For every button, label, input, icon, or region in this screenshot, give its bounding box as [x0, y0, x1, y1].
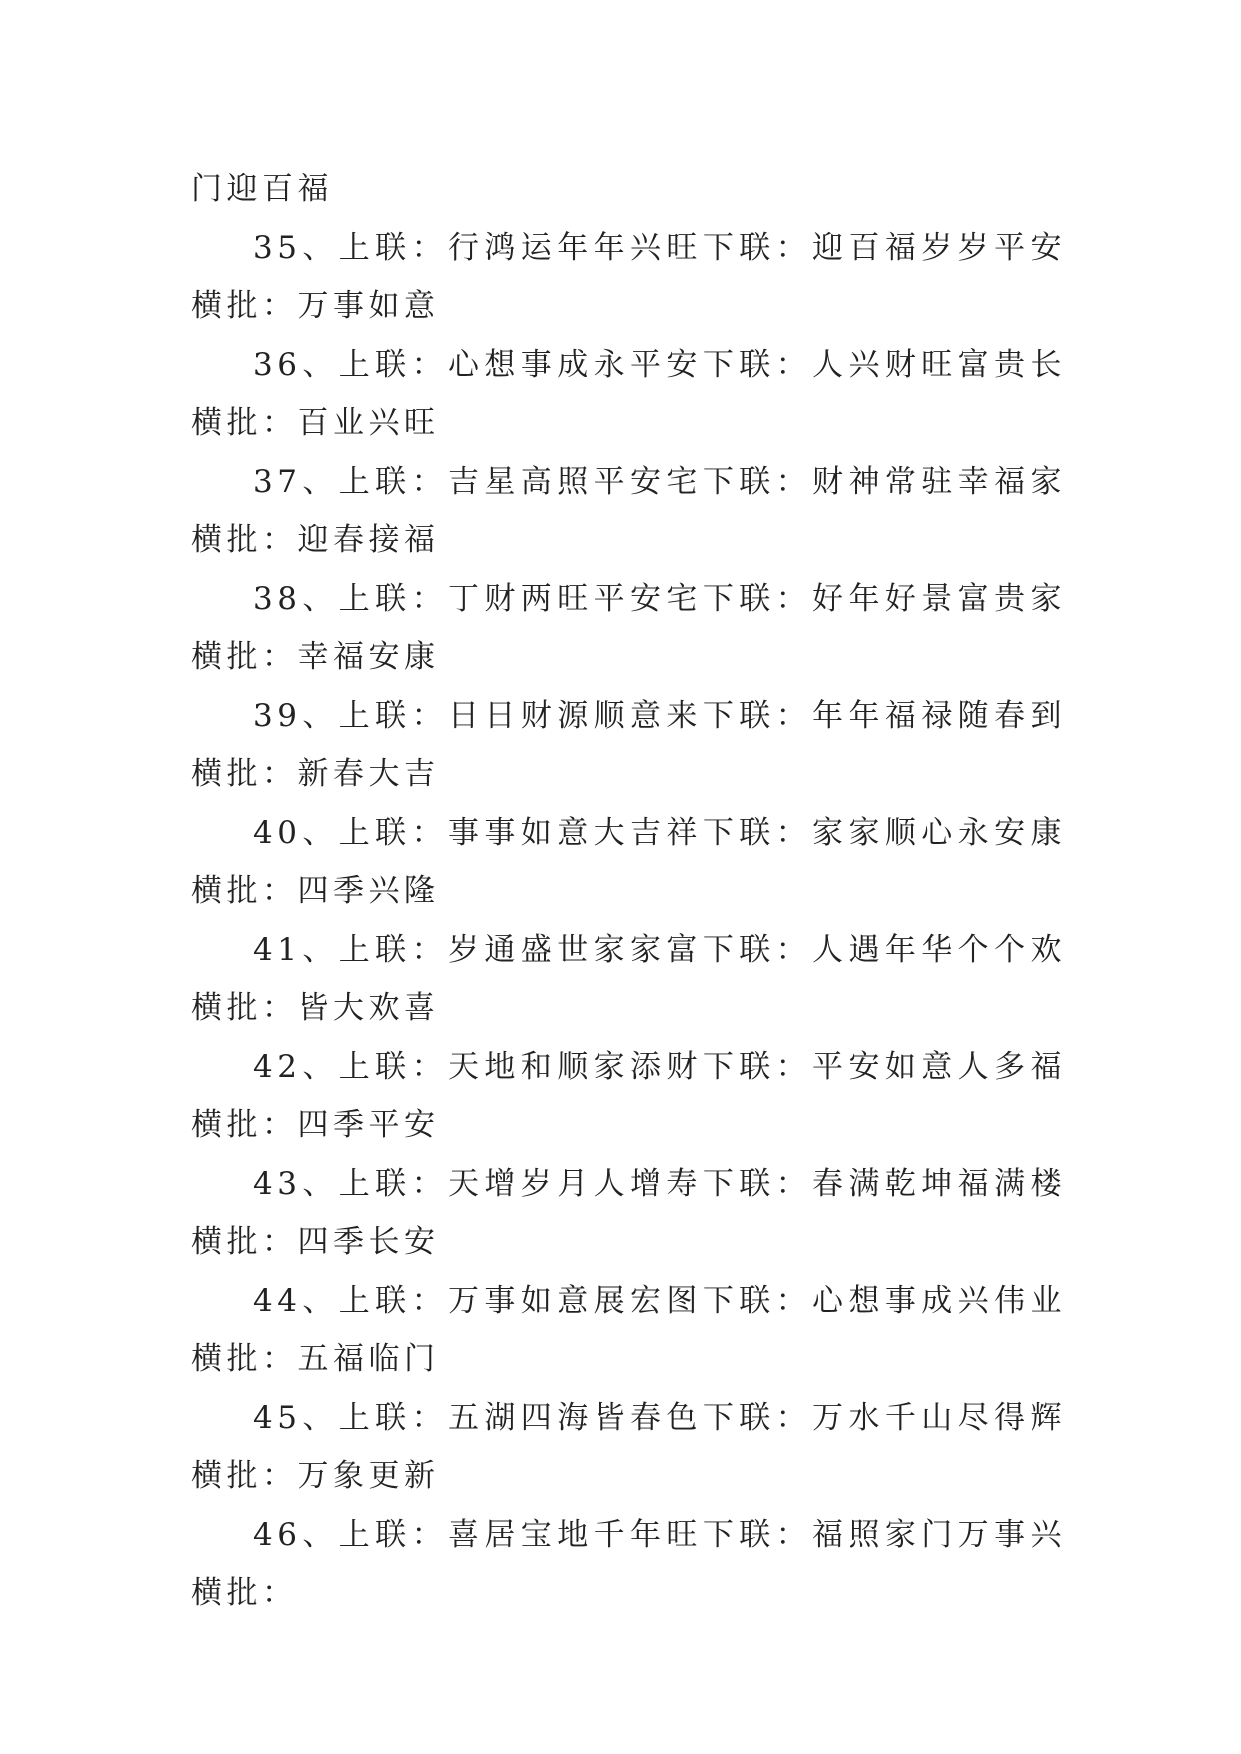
- document-body: [191, 160, 1066, 1623]
- couplet-entry-44: 44、上联：万事如意展宏图下联：心想事成兴伟业横批：五福临门: [191, 1282, 1066, 1377]
- continuation-line: 门迎百福: [191, 171, 333, 207]
- couplet-entry-43: 43、上联：天增岁月人增寿下联：春满乾坤福满楼横批：四季长安: [191, 1165, 1066, 1260]
- couplet-entry-41: 41、上联：岁通盛世家家富下联：人遇年华个个欢横批：皆大欢喜: [191, 931, 1066, 1026]
- couplet-entry-39: 39、上联：日日财源顺意来下联：年年福禄随春到横批：新春大吉: [191, 697, 1066, 792]
- couplet-entry-38: 38、上联：丁财两旺平安宅下联：好年好景富贵家横批：幸福安康: [191, 580, 1066, 675]
- couplet-entry-40: 40、上联：事事如意大吉祥下联：家家顺心永安康横批：四季兴隆: [191, 814, 1066, 909]
- couplet-entry-36: 36、上联：心想事成永平安下联：人兴财旺富贵长横批：百业兴旺: [191, 346, 1066, 441]
- couplet-entry-35: 35、上联：行鸿运年年兴旺下联：迎百福岁岁平安横批：万事如意: [191, 229, 1066, 324]
- couplet-entry-45: 45、上联：五湖四海皆春色下联：万水千山尽得辉横批：万象更新: [191, 1399, 1066, 1494]
- couplet-entry-42: 42、上联：天地和顺家添财下联：平安如意人多福横批：四季平安: [191, 1048, 1066, 1143]
- couplet-entry-37: 37、上联：吉星高照平安宅下联：财神常驻幸福家横批：迎春接福: [191, 463, 1066, 558]
- couplet-entry-46: 46、上联：喜居宝地千年旺下联：福照家门万事兴横批：: [191, 1516, 1066, 1611]
